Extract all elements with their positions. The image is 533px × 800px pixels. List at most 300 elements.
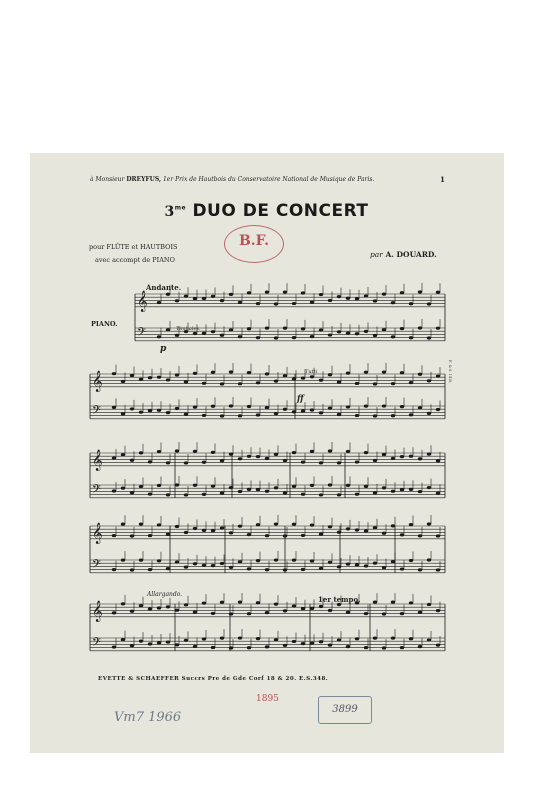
note-head [328,449,332,452]
note-head [400,327,404,330]
note-head [400,455,404,458]
note-head [184,380,188,383]
note-head [346,645,350,648]
note-head [364,646,368,649]
note-head [193,527,197,530]
treble-clef: 𝄞 [137,291,148,312]
note-head [310,559,314,562]
note-head [382,453,386,456]
note-head [193,332,197,335]
note-head [355,460,359,463]
note-head [175,373,179,376]
note-head [202,332,206,335]
note-head [418,326,422,329]
note-head [220,562,224,565]
note-head [355,382,359,385]
note-head [166,640,170,643]
note-head [364,294,368,297]
note-head [238,335,242,338]
note-head [157,335,161,338]
note-head [436,644,440,647]
note-head [310,450,314,453]
note-head [238,636,242,639]
note-head [265,290,269,293]
note-head [220,414,224,417]
note-head [211,295,215,298]
note-head [184,639,188,642]
note-head [157,523,161,526]
note-head [346,611,350,614]
note-head [319,329,323,332]
note-head [256,336,260,339]
note-head [265,534,269,537]
note-head [256,302,260,305]
note-head [175,560,179,563]
note-head [301,493,305,496]
note-head [391,490,395,493]
note-head [292,410,296,413]
note-head [364,564,368,567]
note-head [238,457,242,460]
note-head [328,299,332,302]
note-head [121,453,125,456]
note-head [265,645,269,648]
note-head [364,330,368,333]
note-head [265,372,269,375]
note-head [193,297,197,300]
note-head [328,609,332,612]
note-head [229,531,233,534]
note-head [346,450,350,453]
note-head [301,642,305,645]
note-head [427,522,431,525]
note-head [229,646,233,649]
note-head [427,302,431,305]
note-head [292,485,296,488]
note-head [310,408,314,411]
note-head [175,483,179,486]
note-head [166,411,170,414]
dedicatee-name: DREYFUS, [126,176,162,183]
bass-clef: 𝄢 [92,404,102,420]
tutti-label: Tutti [305,369,318,375]
composer-name: A. DOUARD. [385,250,437,259]
note-head [436,492,440,495]
note-head [157,484,161,487]
note-head [418,611,422,614]
note-head [211,529,215,532]
note-head [202,414,206,417]
note-head [409,637,413,640]
note-head [184,413,188,416]
note-head [256,455,260,458]
note-head [436,327,440,330]
note-head [436,291,440,294]
note-head [292,336,296,339]
note-head [427,558,431,561]
note-head [184,603,188,606]
note-head [400,533,404,536]
note-head [382,292,386,295]
note-head [256,637,260,640]
note-head [265,406,269,409]
note-head [157,641,161,644]
note-head [409,601,413,604]
note-head [184,295,188,298]
note-head [193,645,197,648]
note-head [319,567,323,570]
note-head [130,374,134,377]
note-head [391,524,395,527]
note-head [121,412,125,415]
note-head [256,559,260,562]
note-head [193,406,197,409]
note-head [139,558,143,561]
note-head [274,412,278,415]
note-head [121,380,125,383]
note-head [391,414,395,417]
note-head [355,414,359,417]
note-head [274,380,278,383]
note-head [274,336,278,339]
title-text: DUO DE CONCERT [192,201,369,221]
note-head [166,293,170,296]
note-head [184,531,188,534]
note-head [346,527,350,530]
note-head [175,525,179,528]
note-head [391,335,395,338]
note-head [427,638,431,641]
dedication-rest: 1er Prix de Hautbois du Conservatoire National de Musique de Paris. [162,176,375,183]
note-head [319,640,323,643]
note-head [382,612,386,615]
note-head [220,492,224,495]
note-head [229,293,233,296]
note-head [418,457,422,460]
note-head [166,328,170,331]
note-head [382,486,386,489]
note-head [265,611,269,614]
note-head [337,295,341,298]
note-head [274,522,278,525]
note-head [328,483,332,486]
note-head [229,370,233,373]
note-head [121,602,125,605]
note-head [220,527,224,530]
note-head [184,493,188,496]
note-head [400,405,404,408]
note-head [193,484,197,487]
note-head [301,409,305,412]
bass-clef: 𝄢 [92,558,102,574]
note-head [283,568,287,571]
note-head [265,490,269,493]
note-head [256,523,260,526]
note-head [310,375,314,378]
note-head [238,382,242,385]
note-head [157,606,161,609]
note-head [139,411,143,414]
note-head [229,404,233,407]
note-head [310,524,314,527]
note-head [292,523,296,526]
note-head [400,567,404,570]
library-stamp-initials: B.F. [238,233,270,249]
note-head [427,336,431,339]
note-head [409,413,413,416]
note-head [211,564,215,567]
note-head [283,534,287,537]
note-head [391,560,395,563]
note-head [418,534,422,537]
note-head [409,336,413,339]
note-head [409,455,413,458]
note-head [436,534,440,537]
note-head [328,525,332,528]
note-head [148,642,152,645]
note-head [274,486,278,489]
note-head [139,451,143,454]
note-head [211,485,215,488]
note-head [427,412,431,415]
note-head [382,532,386,535]
note-head [409,523,413,526]
note-head [427,452,431,455]
note-head [130,407,134,410]
note-head [373,414,377,417]
note-head [337,565,341,568]
note-head [382,404,386,407]
note-head [148,492,152,495]
note-head [130,459,134,462]
note-head [382,566,386,569]
note-head [400,291,404,294]
note-head [319,293,323,296]
note-head [418,490,422,493]
note-head [121,523,125,526]
note-head [301,460,305,463]
note-head [202,461,206,464]
note-head [247,488,251,491]
note-head [373,601,377,604]
note-head [319,605,323,608]
note-head [400,612,404,615]
note-head [139,378,143,381]
note-head [202,382,206,385]
note-head [409,381,413,384]
note-head [175,334,179,337]
note-head [346,332,350,335]
tempo-primo: 1er tempo. [318,595,361,604]
note-head [247,405,251,408]
note-head [193,562,197,565]
note-head [265,326,269,329]
note-head [355,563,359,566]
note-head [373,459,377,462]
note-head [166,567,170,570]
note-head [112,489,116,492]
note-head [319,493,323,496]
treble-clef: 𝄞 [92,523,103,544]
note-head [139,485,143,488]
handwritten-shelfmark: Vm7 1966 [114,710,182,725]
note-head [337,493,341,496]
note-head [112,457,116,460]
note-head [427,603,431,606]
timbales-label: Timbales. [176,326,201,332]
note-head [130,610,134,613]
note-head [247,567,251,570]
note-head [139,604,143,607]
note-head [283,291,287,294]
note-head [301,568,305,571]
note-head [418,373,422,376]
note-head [175,407,179,410]
note-head [148,534,152,537]
publisher-line: EVETTE & SCHAEFFER Succrs Pre de Gde Corf 18 & 20. E.S.348. [98,676,329,682]
note-head [175,449,179,452]
note-head [121,558,125,561]
page-number: 1 [440,175,445,184]
note-head [148,608,152,611]
note-head [274,603,278,606]
note-head [238,600,242,603]
note-head [247,533,251,536]
note-head [166,378,170,381]
note-head [427,486,431,489]
note-head [220,601,224,604]
note-head [139,640,143,643]
note-head [373,299,377,302]
note-head [301,291,305,294]
note-head [436,408,440,411]
note-head [112,611,116,614]
catalog-stamp: 3899 [318,696,372,724]
treble-clef: 𝄞 [92,601,103,622]
note-head [436,568,440,571]
dynamic-p: p [160,344,167,354]
note-head [418,568,422,571]
note-head [229,566,233,569]
note-head [274,638,278,641]
note-head [274,453,278,456]
note-head [310,642,314,645]
note-head [148,460,152,463]
note-head [400,646,404,649]
note-head [400,371,404,374]
note-head [130,644,134,647]
note-head [364,485,368,488]
instrument-label: PIANO. [91,320,118,328]
note-head [202,564,206,567]
title-number: 3 [164,204,175,220]
dedication-prefix: à Monsieur [90,176,125,183]
note-head [130,534,134,537]
note-head [427,379,431,382]
title-superscript: me [174,204,187,212]
note-head [211,330,215,333]
note-head [364,530,368,533]
note-head [292,451,296,454]
note-head [193,450,197,453]
note-head [247,291,251,294]
note-head [238,560,242,563]
note-head [220,382,224,385]
note-head [346,484,350,487]
note-head [337,531,341,534]
note-head [139,523,143,526]
note-head [337,413,341,416]
note-head [301,376,305,379]
note-head [373,491,377,494]
note-head [247,646,251,649]
note-head [418,645,422,648]
composer-prefix: par [370,250,383,259]
note-head [229,612,233,615]
note-head [328,561,332,564]
note-head [193,372,197,375]
note-head [292,605,296,608]
note-head [130,568,134,571]
note-head [229,486,233,489]
note-head [220,459,224,462]
note-head [166,533,170,536]
note-head [121,638,125,641]
note-head [337,330,341,333]
note-head [319,379,323,382]
note-head [301,327,305,330]
note-head [328,333,332,336]
note-head [436,375,440,378]
note-head [184,461,188,464]
note-head [112,406,116,409]
note-head [292,559,296,562]
note-head [310,484,314,487]
note-head [436,459,440,462]
note-head [391,301,395,304]
note-head [382,370,386,373]
note-head [319,532,323,535]
note-head [238,490,242,493]
note-head [256,601,260,604]
note-head [157,301,161,304]
note-head [220,299,224,302]
note-head [166,493,170,496]
bass-clef: 𝄢 [92,483,102,499]
note-head [202,529,206,532]
note-head [409,559,413,562]
note-head [265,568,269,571]
note-head [148,409,152,412]
note-head [211,646,215,649]
note-head [301,607,305,610]
note-head [373,382,377,385]
note-head [364,451,368,454]
note-head [310,301,314,304]
note-head [382,328,386,331]
note-head [409,302,413,305]
note-head [355,297,359,300]
note-head [355,332,359,335]
treble-clef: 𝄞 [92,450,103,471]
note-head [373,526,377,529]
bass-clef: 𝄢 [137,326,147,342]
note-head [256,488,260,491]
note-head [256,381,260,384]
note-head [283,408,287,411]
note-head [337,381,341,384]
note-head [337,638,341,641]
